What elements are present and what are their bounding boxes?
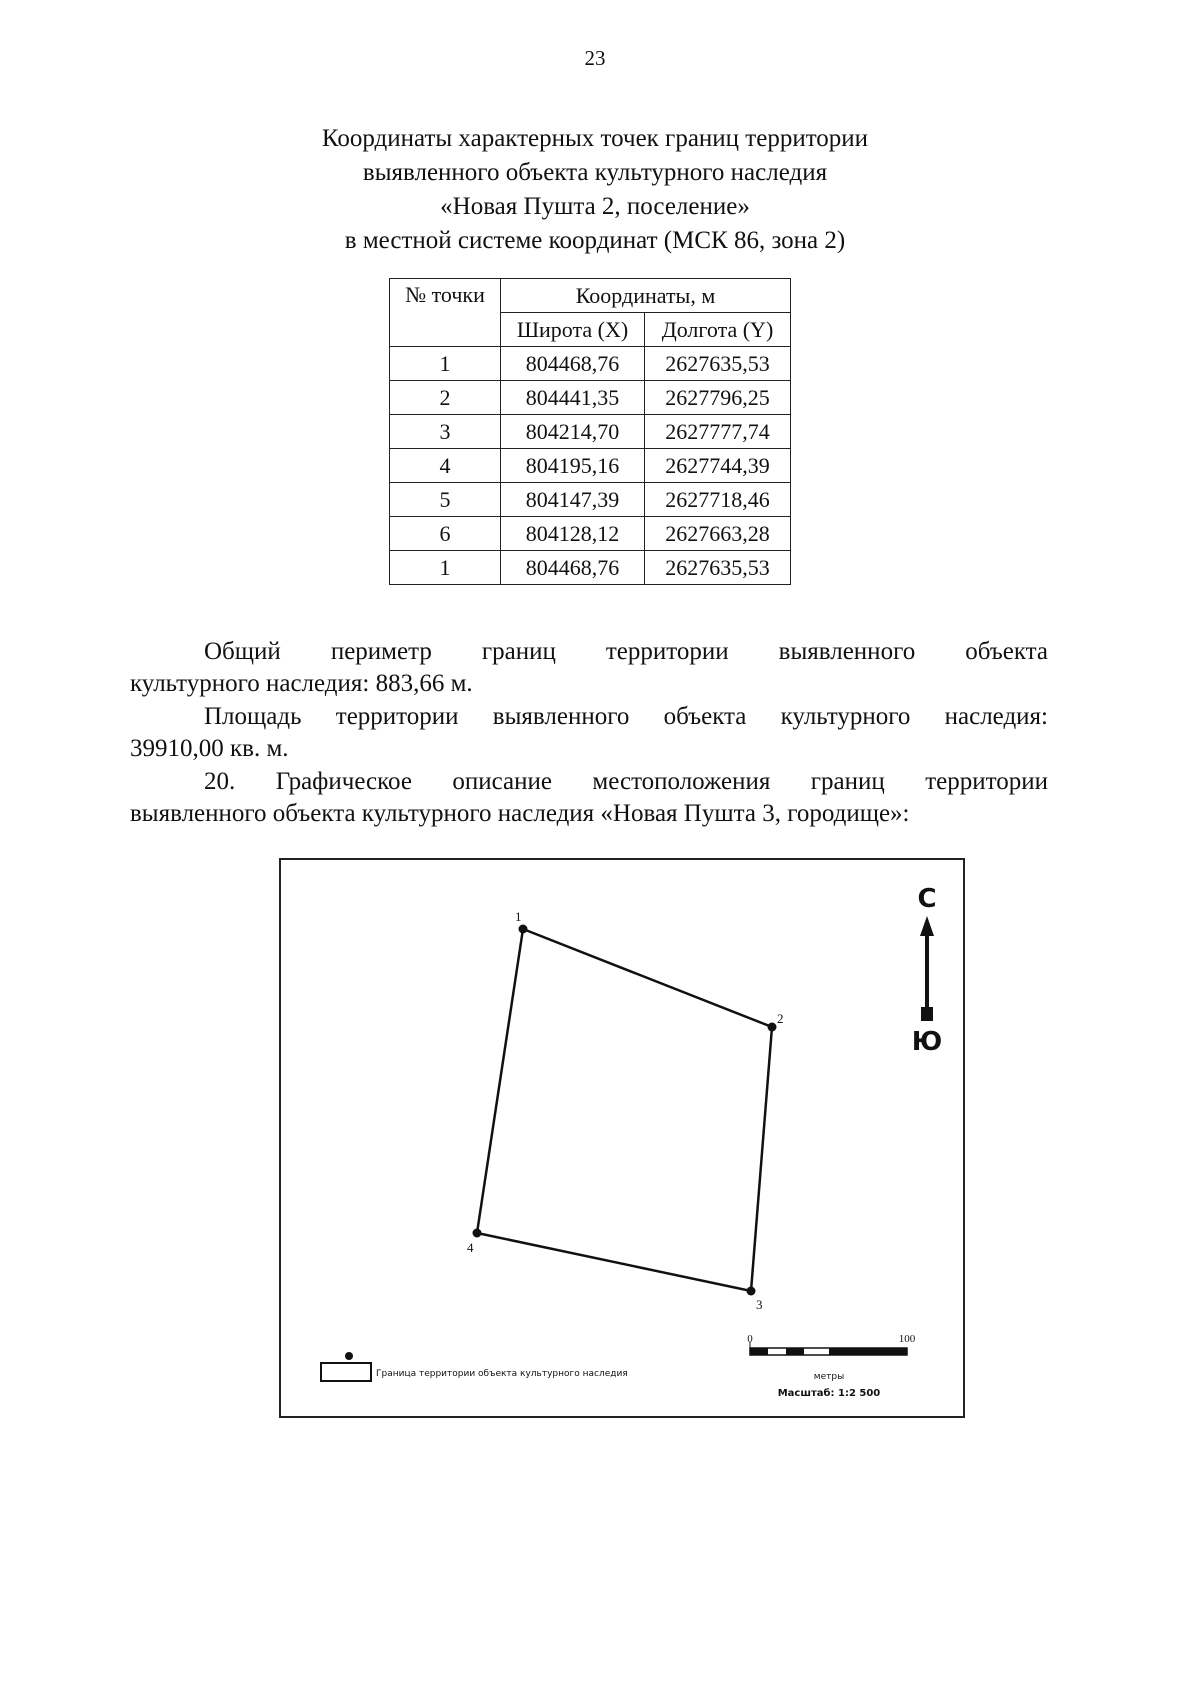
perimeter-line: Общий периметр границ территории выявленного объекта [204, 638, 1048, 665]
title-line: в местной системе координат (МСК 86, зона 2) [344, 227, 846, 254]
scale-start-label: 0 [747, 1333, 753, 1345]
map-canvas [281, 860, 963, 1416]
cell-x: 804468,76 [501, 347, 645, 381]
cell-x: 804214,70 [501, 415, 645, 449]
header-lat: Широта (X) [501, 313, 645, 347]
document-title [0, 122, 1190, 258]
boundary-polygon [477, 929, 772, 1291]
table-row [390, 449, 791, 483]
cell-point: 2 [390, 381, 501, 415]
table-row [390, 381, 791, 415]
cell-point: 6 [390, 517, 501, 551]
cell-y: 2627796,25 [645, 381, 791, 415]
cell-y: 2627635,53 [645, 551, 791, 585]
area-paragraph [130, 701, 1048, 765]
scale-units: метры [813, 1372, 845, 1382]
header-coords: Координаты, м [501, 279, 791, 313]
north-label: С [917, 884, 937, 914]
cell-point: 3 [390, 415, 501, 449]
coordinates-table [389, 278, 791, 585]
cell-y: 2627718,46 [645, 483, 791, 517]
point-label: 4 [467, 1240, 474, 1255]
cell-x: 804147,39 [501, 483, 645, 517]
area-line: Площадь территории выявленного объекта культурного наследия: [204, 703, 1048, 730]
section-20-line: выявленного объекта культурного наследия «Новая Пушта 3, городище»: [130, 800, 910, 827]
section-20-paragraph [130, 766, 1048, 830]
table-row [390, 415, 791, 449]
table-header-row [390, 279, 791, 313]
header-point: № точки [390, 279, 501, 347]
table-row [390, 551, 791, 585]
cell-x: 804441,35 [501, 381, 645, 415]
boundary-point [519, 925, 528, 934]
cell-y: 2627744,39 [645, 449, 791, 483]
cell-point: 4 [390, 449, 501, 483]
title-line: Координаты характерных точек границ территории [321, 125, 869, 152]
table-row [390, 483, 791, 517]
title-line: «Новая Пушта 2, поселение» [440, 193, 750, 220]
cell-x: 804468,76 [501, 551, 645, 585]
point-label: 3 [756, 1297, 763, 1312]
header-lon: Долгота (Y) [645, 313, 791, 347]
south-label: Ю [911, 1027, 943, 1057]
title-line: выявленного объекта культурного наследия [362, 159, 828, 186]
boundary-point [768, 1023, 777, 1032]
scale-end-label: 100 [898, 1333, 916, 1345]
scale-text: Масштаб: 1:2 500 [777, 1388, 881, 1399]
legend-label: Граница территории объекта культурного наследия [376, 1369, 628, 1379]
boundary-point [473, 1229, 482, 1238]
point-label: 1 [515, 909, 522, 924]
boundary-point [747, 1287, 756, 1296]
area-line: 39910,00 кв. м. [130, 735, 289, 762]
table-row [390, 347, 791, 381]
perimeter-line: культурного наследия: 883,66 м. [130, 670, 473, 697]
cell-x: 804195,16 [501, 449, 645, 483]
cell-point: 1 [390, 347, 501, 381]
section-20-line: 20. Графическое описание местоположения границ территории [204, 768, 1048, 795]
north-arrow-icon [912, 884, 943, 1057]
cell-point: 1 [390, 551, 501, 585]
boundary-map [279, 858, 965, 1418]
table-row [390, 517, 791, 551]
legend-point-icon [345, 1352, 353, 1360]
scale-bar [747, 1333, 916, 1399]
legend-boundary-swatch [321, 1363, 371, 1381]
point-label: 2 [777, 1011, 784, 1026]
cell-point: 5 [390, 483, 501, 517]
cell-y: 2627663,28 [645, 517, 791, 551]
cell-x: 804128,12 [501, 517, 645, 551]
map-legend [321, 1352, 628, 1381]
perimeter-paragraph [130, 636, 1048, 700]
page-number: 23 [584, 46, 606, 70]
cell-y: 2627635,53 [645, 347, 791, 381]
cell-y: 2627777,74 [645, 415, 791, 449]
